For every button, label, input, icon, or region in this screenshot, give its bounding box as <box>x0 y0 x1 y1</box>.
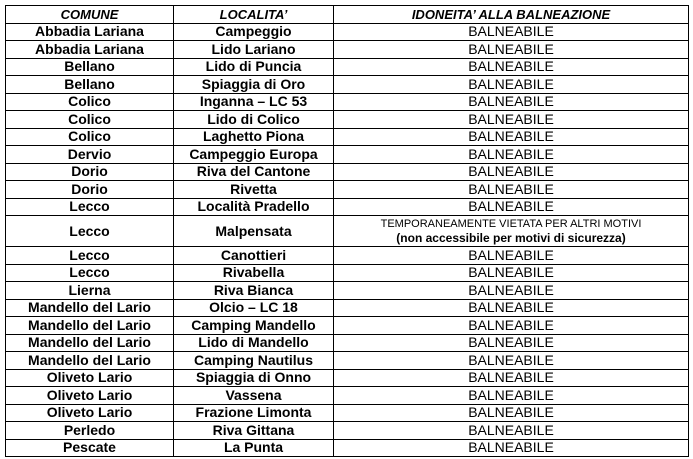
cell-comune: Oliveto Lario <box>6 387 174 405</box>
cell-comune: Colico <box>6 128 174 146</box>
cell-comune: Lecco <box>6 198 174 216</box>
cell-comune: Abbadia Lariana <box>6 41 174 59</box>
balneazione-table <box>5 5 689 457</box>
table-row <box>6 247 689 265</box>
cell-comune: Mandello del Lario <box>6 352 174 370</box>
cell-idoneita: BALNEABILE <box>334 76 689 94</box>
table-row <box>6 404 689 422</box>
cell-comune: Bellano <box>6 76 174 94</box>
cell-comune: Mandello del Lario <box>6 317 174 335</box>
cell-idoneita: BALNEABILE <box>334 264 689 282</box>
cell-comune: Lierna <box>6 282 174 300</box>
table-row <box>6 41 689 59</box>
cell-idoneita: BALNEABILE <box>334 198 689 216</box>
cell-localita: Laghetto Piona <box>174 128 334 146</box>
cell-localita: Riva del Cantone <box>174 163 334 181</box>
cell-localita: Località Pradello <box>174 198 334 216</box>
cell-idoneita: BALNEABILE <box>334 23 689 41</box>
cell-idoneita: BALNEABILE <box>334 163 689 181</box>
table-row <box>6 317 689 335</box>
cell-localita: Riva Bianca <box>174 282 334 300</box>
table-row <box>6 198 689 216</box>
cell-idoneita: BALNEABILE <box>334 387 689 405</box>
cell-localita: Rivabella <box>174 264 334 282</box>
table-row <box>6 76 689 94</box>
table-row <box>6 264 689 282</box>
cell-localita: Vassena <box>174 387 334 405</box>
table-row <box>6 387 689 405</box>
cell-idoneita: BALNEABILE <box>334 282 689 300</box>
cell-comune: Dorio <box>6 181 174 199</box>
cell-idoneita: BALNEABILE <box>334 369 689 387</box>
cell-idoneita: BALNEABILE <box>334 334 689 352</box>
cell-localita: Lido Lariano <box>174 41 334 59</box>
header-comune: COMUNE <box>6 6 174 24</box>
table-row <box>6 216 689 247</box>
cell-localita: Olcio – LC 18 <box>174 299 334 317</box>
cell-idoneita <box>334 216 689 247</box>
cell-idoneita: BALNEABILE <box>334 111 689 129</box>
cell-idoneita: BALNEABILE <box>334 128 689 146</box>
cell-idoneita: BALNEABILE <box>334 146 689 164</box>
cell-localita: Frazione Limonta <box>174 404 334 422</box>
table-row <box>6 439 689 457</box>
table-body <box>6 23 689 457</box>
cell-localita: Canottieri <box>174 247 334 265</box>
cell-comune: Abbadia Lariana <box>6 23 174 41</box>
cell-comune: Colico <box>6 111 174 129</box>
cell-comune: Lecco <box>6 216 174 247</box>
cell-comune: Mandello del Lario <box>6 334 174 352</box>
cell-comune: Mandello del Lario <box>6 299 174 317</box>
cell-idoneita: BALNEABILE <box>334 41 689 59</box>
table-row <box>6 352 689 370</box>
table-row <box>6 58 689 76</box>
header-idoneita: IDONEITA’ ALLA BALNEAZIONE <box>334 6 689 24</box>
cell-comune: Colico <box>6 93 174 111</box>
cell-localita: Lido di Colico <box>174 111 334 129</box>
cell-idoneita: BALNEABILE <box>334 439 689 457</box>
table-row <box>6 128 689 146</box>
table-row <box>6 23 689 41</box>
cell-localita: Campeggio <box>174 23 334 41</box>
cell-localita: Spiaggia di Oro <box>174 76 334 94</box>
table-row <box>6 282 689 300</box>
cell-localita: Lido di Mandello <box>174 334 334 352</box>
table-row <box>6 163 689 181</box>
cell-idoneita: BALNEABILE <box>334 58 689 76</box>
table-row <box>6 422 689 440</box>
cell-localita: Camping Mandello <box>174 317 334 335</box>
cell-idoneita: BALNEABILE <box>334 422 689 440</box>
cell-comune: Oliveto Lario <box>6 404 174 422</box>
cell-localita: La Punta <box>174 439 334 457</box>
cell-comune: Bellano <box>6 58 174 76</box>
cell-localita: Riva Gittana <box>174 422 334 440</box>
idoneita-status: TEMPORANEAMENTE VIETATA PER ALTRI MOTIVI <box>380 217 642 230</box>
cell-localita: Campeggio Europa <box>174 146 334 164</box>
cell-localita: Malpensata <box>174 216 334 247</box>
cell-comune: Dervio <box>6 146 174 164</box>
cell-comune: Lecco <box>6 264 174 282</box>
cell-localita: Camping Nautilus <box>174 352 334 370</box>
header-localita: LOCALITA’ <box>174 6 334 24</box>
cell-comune: Lecco <box>6 247 174 265</box>
cell-comune: Pescate <box>6 439 174 457</box>
table-row <box>6 334 689 352</box>
cell-localita: Spiaggia di Onno <box>174 369 334 387</box>
cell-localita: Rivetta <box>174 181 334 199</box>
header-row <box>6 6 689 24</box>
cell-comune: Dorio <box>6 163 174 181</box>
cell-idoneita: BALNEABILE <box>334 181 689 199</box>
cell-localita: Inganna – LC 53 <box>174 93 334 111</box>
cell-idoneita: BALNEABILE <box>334 299 689 317</box>
cell-localita: Lido di Puncia <box>174 58 334 76</box>
table-row <box>6 181 689 199</box>
table-row <box>6 299 689 317</box>
table-row <box>6 93 689 111</box>
cell-idoneita: BALNEABILE <box>334 317 689 335</box>
idoneita-note: (non accessibile per motivi di sicurezza) <box>396 230 626 245</box>
cell-idoneita: BALNEABILE <box>334 404 689 422</box>
cell-idoneita: BALNEABILE <box>334 352 689 370</box>
cell-comune: Oliveto Lario <box>6 369 174 387</box>
cell-idoneita: BALNEABILE <box>334 93 689 111</box>
cell-idoneita: BALNEABILE <box>334 247 689 265</box>
cell-comune: Perledo <box>6 422 174 440</box>
table-row <box>6 369 689 387</box>
table-row <box>6 146 689 164</box>
table-row <box>6 111 689 129</box>
